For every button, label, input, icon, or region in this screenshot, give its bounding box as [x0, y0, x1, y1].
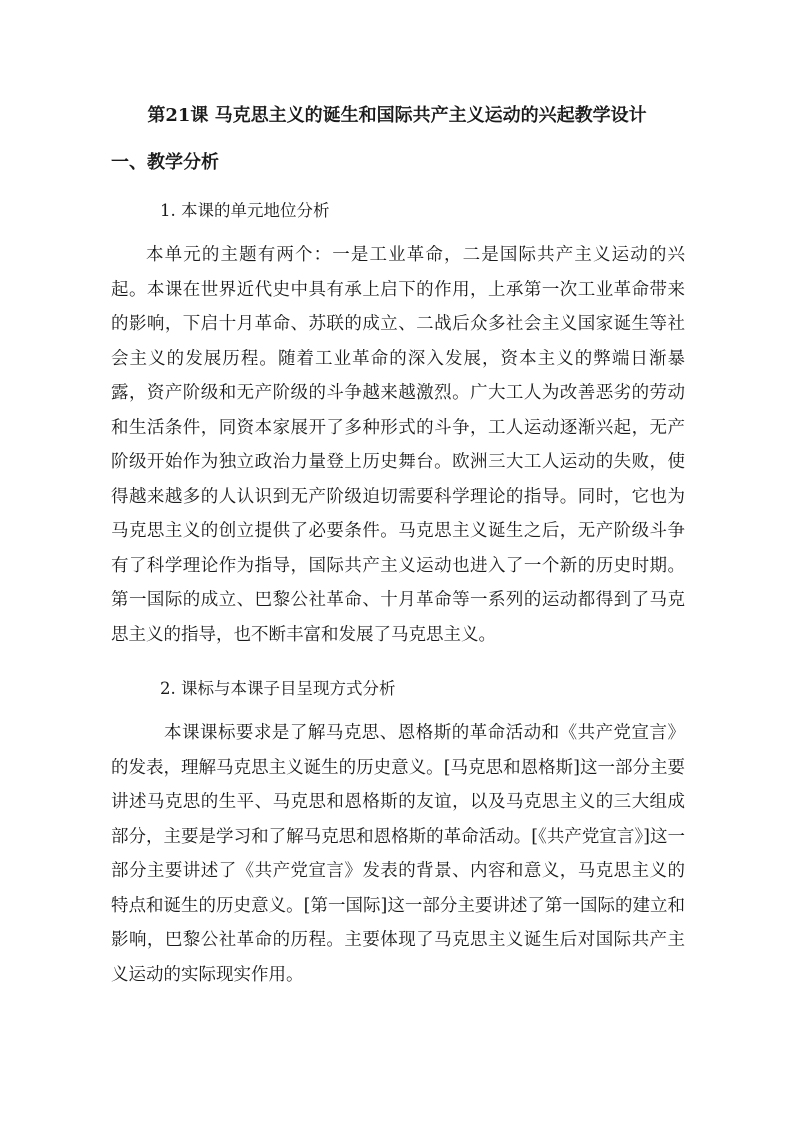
subheading-curriculum-analysis: 2. 课标与本课子目呈现方式分析	[160, 679, 396, 698]
section-heading-teaching-analysis: 一、教学分析	[111, 152, 219, 173]
paragraph-unit-position: 本单元的主题有两个：一是工业革命，二是国际共产主义运动的兴起。本课在世界近代史中具有承上启下的作用，上承第一次工业革命带来的影响，下启十月革命、苏联的成立、二战后众多社会主义国家诞生等社会主义的发展历程。随着工业革命的深入发展，资本主义的弊端日渐暴露，资产阶级和无产阶级的斗争越来越激烈。广大工人为改善恶劣的劳动和生活条件，同资本家展开了多种形式的斗争，工人运动逐渐兴起，无产阶级开始作为独立政治力量登上历史舞台。欧洲三大工人运动的失败，使得越来越多的人认识到无产阶级迫切需要科学理论的指导。同时，它也为马克思主义的创立提供了必要条件。马克思主义诞生之后，无产阶级斗争有了科学理论作为指导，国际共产主义运动也进入了一个新的历史时期。第一国际的成立、巴黎公社革命、十月革命等一系列的运动都得到了马克思主义的指导，也不断丰富和发展了马克思主义。	[111, 245, 685, 645]
document-title: 第21课 马克思主义的诞生和国际共产主义运动的兴起教学设计	[147, 105, 647, 126]
paragraph-curriculum-analysis: 本课课标要求是了解马克思、恩格斯的革命活动和《共产党宣言》的发表，理解马克思主义诞生的历史意义。[马克思和恩格斯]这一部分主要讲述马克思的生平、马克思和恩格斯的友谊，以及马克思主义的三大组成部分，主要是学习和了解马克思和恩格斯的革命活动。[《共产党宣言》]这一部分主要讲述了《共产党宣言》发表的背景、内容和意义，马克思主义的特点和诞生的历史意义。[第一国际]这一部分主要讲述了第一国际的建立和影响，巴黎公社革命的历程。主要体现了马克思主义诞生后对国际共产主义运动的实际现实作用。	[111, 723, 685, 985]
subheading-unit-position: 1. 本课的单元地位分析	[160, 201, 330, 220]
